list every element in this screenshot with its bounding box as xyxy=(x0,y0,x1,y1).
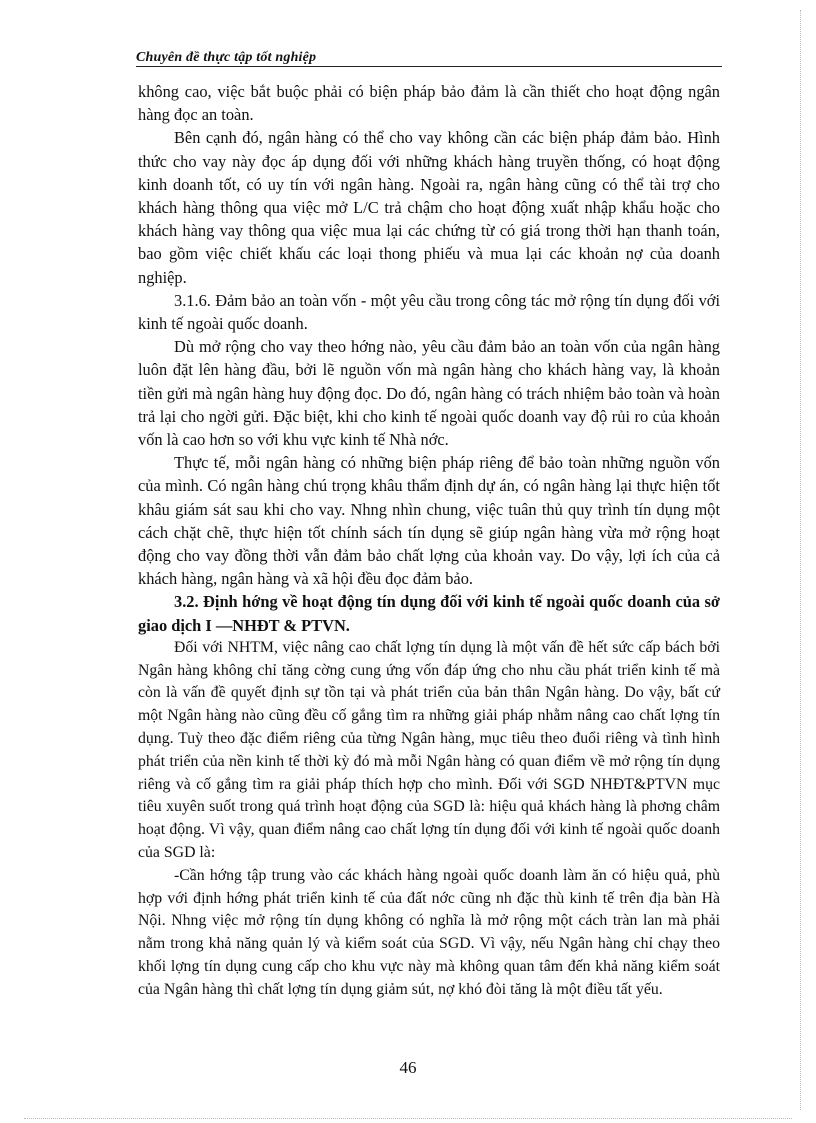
document-body xyxy=(138,80,720,1002)
paragraph-bullet-orientation: -Cần hớng tập trung vào các khách hàng ngoài quốc doanh làm ăn có hiệu quả, phù hợp với định hớng phát triển kinh tế của đất nớc cũng nh đặc thù kinh tế trên địa bàn Hà Nội. Nhng việc mở rộng tín dụng không có nghĩa là mở rộng một cách tràn lan mà phải nằm trong khả năng quản lý và kiểm soát của SGD. Vì vậy, nếu Ngân hàng chỉ chạy theo khối lợng tín dụng cung cấp cho khu vực này mà không quan tâm đến khả năng kiểm soát của Ngân hàng thì chất lợng tín dụng giảm sút, nợ khó đòi tăng là một điều tất yếu. xyxy=(138,866,720,998)
paragraph-capital-safety: Dù mở rộng cho vay theo hớng nào, yêu cầu đảm bảo an toàn vốn của ngân hàng luôn đặt lên hàng đầu, bởi lẽ nguồn vốn mà ngân hàng cho khách hàng vay, là khoản tiền gửi mà ngân hàng huy động đọc. Do đó, ngân hàng có trách nhiệm bảo toàn và hoàn trả lại cho ngời gửi. Đặc biệt, khi cho kinh tế ngoài quốc doanh vay độ rủi ro của khoản vốn là cao hơn so với khu vực kinh tế Nhà nớc. xyxy=(138,337,720,450)
running-header-title: Chuyên đề thực tập tốt nghiệp xyxy=(136,50,317,65)
subsection-heading-3-1-6: 3.1.6. Đảm bảo an toàn vốn - một yêu cầu trong công tác mở rộng tín dụng đối với kinh tế ngoài quốc doanh. xyxy=(138,290,720,334)
header-divider xyxy=(136,66,722,67)
section-heading-3-2: 3.2. Định hớng về hoạt động tín dụng đối với kinh tế ngoài quốc doanh của sở giao dịch I —NHĐT & PTVN. xyxy=(138,592,720,635)
paragraph-capital-preservation: Thực tế, mỗi ngân hàng có những biện pháp riêng để bảo toàn những nguồn vốn của mình. Có ngân hàng chú trọng khâu thẩm định dự án, có ngân hàng lại thực hiện tốt khâu giám sát sau khi cho vay. Nhng nhìn chung, việc tuân thủ quy trình tín dụng một cách chặt chẽ, thực hiện tốt chính sách tín dụng sẽ giúp ngân hàng vừa mở rộng hoạt động cho vay đồng thời vẫn đảm bảo chất lợng của khoản vay. Do vậy, lợi ích của cả khách hàng, ngân hàng và xã hội đều đọc đảm bảo. xyxy=(138,453,720,589)
right-dotted-border xyxy=(800,10,801,1110)
page-number: 46 xyxy=(399,1058,417,1077)
footer-dotted-divider xyxy=(24,1118,792,1119)
paragraph-unsecured-lending: Bên cạnh đó, ngân hàng có thể cho vay không cần các biện pháp đảm bảo. Hình thức cho vay này đọc áp dụng đối với những khách hàng truyền thống, có hoạt động kinh doanh tốt, có uy tín với ngân hàng. Ngoài ra, ngân hàng cũng có thể tài trợ cho khách hàng thông qua việc mở L/C trả chậm cho hoạt động xuất nhập khẩu hoặc cho khách hàng vay thông qua việc mua lại các chứng từ có giá trong thời hạn thanh toán, bao gồm việc chiết khấu các loại thong phiếu và mua lại các khoản nợ của doanh nghiệp. xyxy=(138,128,720,287)
paragraph-credit-quality: Đối với NHTM, việc nâng cao chất lợng tín dụng là một vấn đề hết sức cấp bách bởi Ngân hàng không chỉ tăng cờng cung ứng vốn đáp ứng cho nhu cầu phát triển kinh tế mà còn là vấn đề quyết định sự tồn tại và phát triển của bản thân Ngân hàng. Do vậy, bất cứ một Ngân hàng nào cũng đều cố gắng tìm ra những giải pháp nhằm nâng cao chất lợng tín dụng. Tuỳ theo đặc điểm riêng của từng Ngân hàng, mục tiêu theo đuổi riêng và tình hình phát triển của nền kinh tế thời kỳ đó mà mỗi Ngân hàng có quan điểm về mở rộng tín dụng riêng và cố gắng tìm ra giải pháp thích hợp cho mình. Đối với SGD NHĐT&PTVN mục tiêu xuyên suốt trong quá trình hoạt động của SGD là: hiệu quả khách hàng là phơng châm hoạt động. Vì vậy, quan điểm nâng cao chất lợng tín dụng đối với kinh tế ngoài quốc doanh của SGD là: xyxy=(138,638,720,862)
paragraph-continuation: không cao, việc bắt buộc phải có biện pháp bảo đảm là cần thiết cho hoạt động ngân hàng đọc an toàn. xyxy=(138,82,720,125)
